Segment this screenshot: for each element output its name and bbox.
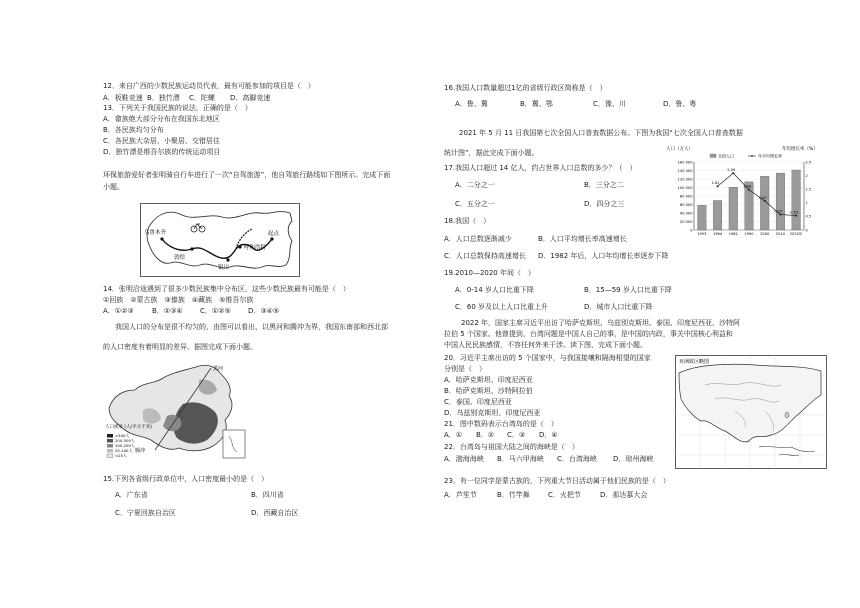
chart-x-tick: 1990 bbox=[744, 232, 754, 236]
route-map bbox=[140, 203, 300, 277]
q12-option-a[interactable]: A．板鞋竞速 bbox=[103, 94, 143, 102]
q19-option-a[interactable]: A．0-14 岁人口比重下降 bbox=[455, 286, 534, 294]
q15-option-c[interactable]: C．宁夏回族自治区 bbox=[115, 509, 176, 517]
density-legend-5: <25人 bbox=[115, 453, 127, 458]
travel-intro-line1: 环保旅游爱好者张明骑自行车进行了一次“自驾旅游”，他自驾旅行路线如下图所示。完成下面 bbox=[103, 171, 391, 179]
chart-y-right-tick: 2.5 bbox=[805, 160, 812, 165]
chart-growth-label: 0.57 bbox=[774, 209, 783, 214]
intro-2022-line2: 拉伯 5 个国家。他曾提到，台湾问题是中国人自己的事，是中国的内政，事关中国核心利益和 bbox=[444, 330, 733, 338]
q15-option-a[interactable]: A．广东省 bbox=[115, 491, 148, 499]
chart-growth-point bbox=[732, 172, 734, 174]
q22-stem: 22．台湾岛与祖国大陆之间的海峡是（ ） bbox=[444, 443, 579, 451]
q12-stem: 12．来自广西的少数民族运动员代表，最有可能参加的项目是（ ） bbox=[103, 82, 315, 90]
q20-option-c[interactable]: C．泰国、印度尼西亚 bbox=[444, 398, 512, 406]
chart-y-left-tick: 100 000 bbox=[677, 185, 693, 190]
q21-stem: 21．图中数码表示台湾岛的是（ ） bbox=[444, 420, 558, 428]
intro-2022-line3: 中国人民民族感情，不容任何外来干涉。读下图，完成下面小题。 bbox=[444, 341, 647, 349]
q19-option-b[interactable]: B．15—59 岁人口比重下降 bbox=[584, 286, 672, 294]
q14-stem: 14．张明沿途遇到了很多少数民族集中分布区，这些少数民族最有可能是（ ） bbox=[103, 285, 350, 293]
population-density-map bbox=[103, 360, 253, 464]
chart-x-tick: 2000 bbox=[760, 232, 770, 236]
chart-legend bbox=[710, 153, 782, 159]
q17-stem: 17.我国人口超过 14 亿人，约占世界人口总数的多少？（ ） bbox=[444, 164, 637, 172]
chart-y-right-tick: 1 bbox=[805, 201, 808, 206]
route-city-dunhuang: 敦煌 bbox=[174, 255, 186, 261]
chart-y-right-tick: 2 bbox=[805, 173, 808, 178]
asia-political-map bbox=[675, 355, 827, 469]
q23-option-d[interactable]: D．那达慕大会 bbox=[600, 491, 648, 499]
q18-stem: 18.我国（ ） bbox=[444, 217, 491, 225]
density-city-tengchong: 腾冲 bbox=[135, 448, 146, 454]
chart-y-left-tick: 20 000 bbox=[679, 219, 693, 224]
route-city-hohhot: 呼和浩特 bbox=[244, 245, 267, 251]
chart-growth-point bbox=[717, 185, 719, 187]
chart-x-tick: 1964 bbox=[712, 232, 723, 236]
q18-option-c[interactable]: C．人口总数保持高速增长 bbox=[444, 252, 526, 260]
q21-option-c[interactable]: C．③ bbox=[507, 431, 526, 439]
chart-y-right-tick: 0.5 bbox=[805, 214, 812, 219]
chart-y-right-label: 年均增长率（%） bbox=[782, 147, 818, 152]
q13-option-c[interactable]: C．各民族大杂居、小聚居、交错居住 bbox=[103, 137, 220, 145]
chart-bar bbox=[698, 205, 707, 230]
south-sea-inset bbox=[223, 430, 245, 458]
travel-intro-line2: 小题。 bbox=[103, 183, 124, 191]
q18-option-b[interactable]: B．人口平均增长率高速增长 bbox=[538, 235, 627, 243]
q13-stem: 13．下列关于我国民族的说法，正确的是（ ） bbox=[103, 104, 252, 112]
density-intro-line1: 我国人口的分布是很不均匀的，由图可以看出，以黑河和腾冲为界，我国东南部和西北部 bbox=[115, 323, 388, 331]
q16-option-a[interactable]: A．鲁、冀 bbox=[455, 100, 488, 108]
chart-growth-label: 0.53 bbox=[790, 210, 799, 215]
q13-option-d[interactable]: D．独竹漂是维吾尔族的传统运动项目 bbox=[103, 148, 221, 156]
chart-growth-point bbox=[795, 215, 797, 217]
census-intro-line1: 2021 年 5 月 11 日我国第七次全国人口普查数据公布。下图为我国“七次全国人口普查数据 bbox=[459, 129, 743, 137]
chart-x-tick: 1953 bbox=[697, 232, 707, 236]
chart-y-left-tick: 60 000 bbox=[679, 202, 693, 207]
q22-option-a[interactable]: A．渤海海峡 bbox=[444, 455, 484, 463]
q14-option-a[interactable]: A．①②③ bbox=[103, 307, 134, 315]
chart-y-right-tick: 1.5 bbox=[805, 187, 812, 192]
q20-option-a[interactable]: A．哈萨克斯坦、印度尼西亚 bbox=[444, 376, 533, 384]
chart-x-tick: 1982 bbox=[728, 232, 738, 236]
q17-option-a[interactable]: A．二分之一 bbox=[455, 181, 495, 189]
legend-population: 全国人口 bbox=[718, 153, 734, 159]
census-intro-line2: 统计图”，据此完成下面小题。 bbox=[444, 149, 539, 157]
density-legend-4: 25-100人 bbox=[115, 448, 133, 453]
chart-growth-point bbox=[764, 200, 766, 202]
route-city-urumqi-label: 乌鲁木齐 bbox=[144, 230, 167, 236]
q14-option-c[interactable]: C．①②⑤ bbox=[200, 307, 231, 315]
q14-option-d[interactable]: D．③④⑤ bbox=[248, 307, 280, 315]
q17-option-d[interactable]: D．四分之三 bbox=[584, 200, 625, 208]
q14-option-b[interactable]: B．②③④ bbox=[152, 307, 183, 315]
chart-growth-label: 1.61 bbox=[711, 181, 720, 186]
chart-bar bbox=[776, 173, 785, 230]
q12-option-b[interactable]: B．独竹漂 bbox=[147, 94, 180, 102]
q13-option-b[interactable]: B．各民族均匀分布 bbox=[103, 126, 164, 134]
q23-option-b[interactable]: B．竹竿舞 bbox=[497, 491, 530, 499]
chart-bar bbox=[713, 200, 722, 230]
q23-stem: 23．有一位同学是蒙古族的，下列重大节日活动属于他们民族的是（ ） bbox=[444, 477, 670, 485]
q16-option-d[interactable]: D．鲁、粤 bbox=[663, 100, 697, 108]
route-city-yinchuan: 银川 bbox=[218, 265, 230, 271]
q21-option-d[interactable]: D．④ bbox=[539, 431, 558, 439]
chart-bar bbox=[792, 170, 801, 230]
asia-map-title: 亚洲政区略图 bbox=[679, 359, 710, 365]
chart-y-left-label: 人口（万人） bbox=[666, 147, 693, 152]
chart-growth-point bbox=[779, 213, 781, 215]
density-city-heihe: 黑河 bbox=[213, 366, 224, 372]
q23-option-c[interactable]: C．火把节 bbox=[548, 491, 581, 499]
chart-y-left-tick: 120 000 bbox=[677, 177, 693, 182]
q12-option-c[interactable]: C．陀螺 bbox=[189, 94, 215, 102]
q17-option-c[interactable]: C．五分之一 bbox=[455, 200, 495, 208]
legend-growth-rate: 年平均增长率 bbox=[758, 153, 782, 159]
chart-plot-area bbox=[678, 160, 812, 236]
chart-growth-label: 2.09 bbox=[727, 168, 736, 173]
density-intro-line2: 的人口密度有着明显的差异。据图完成下面小题。 bbox=[103, 343, 257, 351]
chart-bar bbox=[729, 187, 738, 230]
chart-x-tick: 2010 bbox=[775, 232, 786, 236]
census-chart bbox=[664, 142, 826, 242]
q20-stem-line1: 20．习近平主席出访的 5 个国家中，与我国接壤和隔海相望的国家 bbox=[444, 354, 651, 362]
density-legend-1: >500人 bbox=[115, 433, 130, 438]
q13-option-a[interactable]: A．畲族绝大部分分布在我国东北地区 bbox=[103, 115, 220, 123]
chart-y-left-tick: 0 bbox=[690, 228, 693, 233]
q15-option-b[interactable]: B．四川省 bbox=[251, 491, 284, 499]
q15-stem: 15.下列各省级行政单位中，人口密度最小的是（ ） bbox=[103, 475, 269, 483]
q22-option-c[interactable]: C．台湾海峡 bbox=[557, 455, 597, 463]
chart-y-left-tick: 140 000 bbox=[677, 168, 693, 173]
density-legend-2: 200-500人 bbox=[115, 438, 135, 443]
q22-option-d[interactable]: D．琼州海峡 bbox=[613, 455, 654, 463]
q14-items: ①回族 ②蒙古族 ③傣族 ④藏族 ⑤维吾尔族 bbox=[103, 296, 254, 304]
q18-option-a[interactable]: A．人口总数逐渐减少 bbox=[444, 235, 512, 243]
q20-option-b[interactable]: B．哈萨克斯坦、沙特阿拉伯 bbox=[444, 387, 533, 395]
q21-option-b[interactable]: B．② bbox=[476, 431, 495, 439]
chart-y-left-tick: 160 000 bbox=[677, 160, 693, 165]
chart-y-right-tick: 0 bbox=[805, 228, 808, 233]
chart-growth-point bbox=[748, 189, 750, 191]
density-legend-title: 人口密度 (人/平方千米) bbox=[105, 425, 152, 430]
chart-y-left-tick: 80 000 bbox=[679, 194, 693, 199]
q19-option-c[interactable]: C．60 岁及以上人口比重上升 bbox=[455, 303, 549, 311]
q23-option-a[interactable]: A．芦笙节 bbox=[444, 491, 477, 499]
q15-option-d[interactable]: D．西藏自治区 bbox=[251, 509, 299, 517]
q18-option-d[interactable]: D．1982 年后，人口年均增长率逐步下降 bbox=[538, 252, 669, 260]
density-legend bbox=[105, 423, 152, 458]
q16-option-c[interactable]: C．豫、川 bbox=[593, 100, 626, 108]
q17-option-b[interactable]: B．三分之二 bbox=[584, 181, 624, 189]
chart-growth-label: 1.48 bbox=[742, 184, 752, 189]
chart-y-left-tick: 40 000 bbox=[679, 211, 693, 216]
q16-option-b[interactable]: B．冀、鄂 bbox=[520, 100, 553, 108]
q20-option-d[interactable]: D．乌兹别克斯坦、印度尼西亚 bbox=[444, 409, 541, 417]
intro-2022-line1: 2022 年，国家主席习近平出访了哈萨克斯坦、乌兹别克斯坦、泰国、印度尼西亚、沙特阿 bbox=[461, 319, 741, 327]
q21-option-a[interactable]: A．① bbox=[444, 431, 463, 439]
q12-option-d[interactable]: D．高脚竞速 bbox=[230, 94, 271, 102]
route-start: 起点 bbox=[268, 231, 280, 237]
q20-stem-line2: 分别是（ ） bbox=[444, 365, 486, 373]
q19-option-d[interactable]: D．城市人口比重下降 bbox=[584, 303, 653, 311]
chart-growth-label: 1.07 bbox=[758, 195, 767, 200]
q19-stem: 19.2010—2020 年间（ ） bbox=[444, 269, 535, 277]
chart-x-tick: 2020年 bbox=[789, 232, 803, 236]
q22-option-b[interactable]: B．马六甲海峡 bbox=[497, 455, 544, 463]
density-legend-3: 100-200人 bbox=[115, 443, 135, 448]
q16-stem: 16.我国人口数量超过1亿的省级行政区简称是（ ） bbox=[444, 84, 607, 92]
